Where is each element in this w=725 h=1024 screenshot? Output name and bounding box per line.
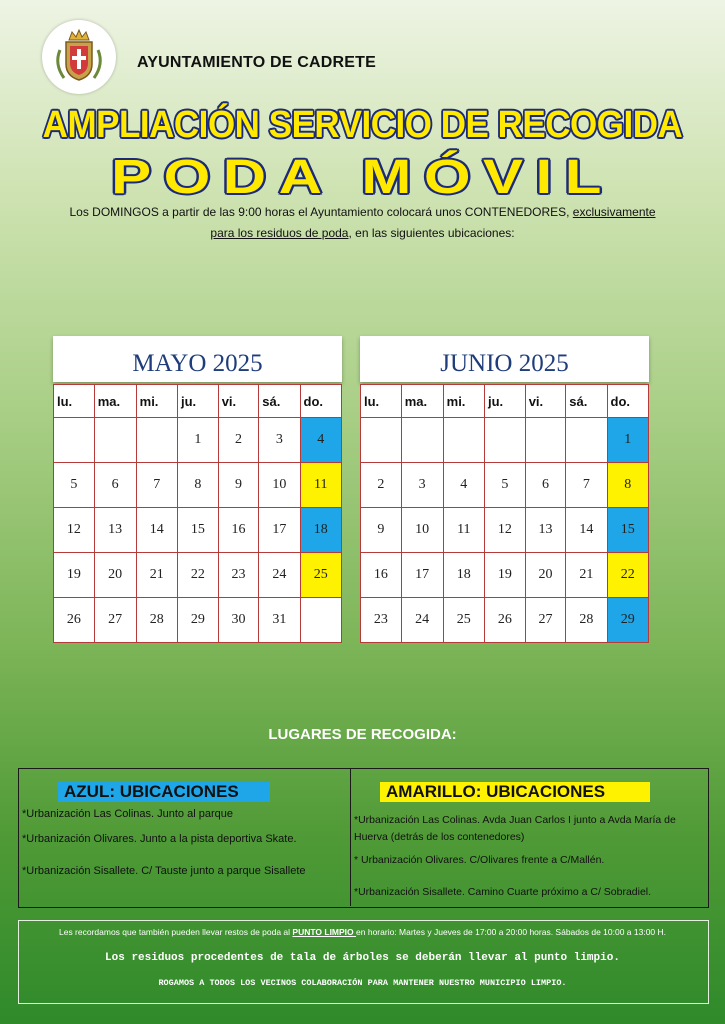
calendar-day-cell: 5 [484, 463, 525, 508]
calendar-june [360, 336, 649, 643]
calendar-day-cell [566, 418, 607, 463]
calendar-sunday-cell: 29 [607, 598, 649, 643]
calendar-day-cell [401, 418, 443, 463]
calendar-day-cell: 12 [54, 508, 95, 553]
calendar-day-cell [443, 418, 484, 463]
calendar-week-row [361, 463, 649, 508]
calendar-day-cell: 10 [401, 508, 443, 553]
calendar-sunday-cell [300, 598, 342, 643]
calendar-week-row [54, 598, 342, 643]
weekday-label: do. [300, 385, 342, 418]
locations-heading: LUGARES DE RECOGIDA: [268, 726, 457, 743]
weekday-label: do. [607, 385, 649, 418]
calendar-day-cell: 3 [401, 463, 443, 508]
calendar-day-cell [525, 418, 566, 463]
calendar-sunday-cell: 11 [300, 463, 342, 508]
calendar-week-row [54, 418, 342, 463]
blue-location-item: *Urbanización Las Colinas. Junto al parque [22, 808, 233, 820]
calendar-day-cell [361, 418, 402, 463]
calendar-sunday-cell: 15 [607, 508, 649, 553]
calendar-title: JUNIO 2025 [360, 336, 649, 382]
weekday-label: sá. [259, 385, 300, 418]
blue-locations-title: AZUL: UBICACIONES [58, 782, 270, 802]
calendar-day-cell: 14 [136, 508, 177, 553]
weekday-label: ju. [484, 385, 525, 418]
calendar-sunday-cell: 1 [607, 418, 649, 463]
calendar-day-cell: 21 [136, 553, 177, 598]
locations-divider [350, 768, 351, 906]
calendar-week-row [54, 508, 342, 553]
calendar-day-cell: 25 [443, 598, 484, 643]
calendar-day-cell: 30 [218, 598, 259, 643]
calendar-day-cell: 29 [177, 598, 218, 643]
calendar-day-cell: 24 [259, 553, 300, 598]
crest-icon [42, 20, 116, 94]
calendar-grid [53, 384, 342, 643]
calendar-day-cell: 19 [54, 553, 95, 598]
weekday-label: vi. [525, 385, 566, 418]
calendar-day-cell: 17 [259, 508, 300, 553]
calendar-day-cell: 10 [259, 463, 300, 508]
punto-limpio-label: PUNTO LIMPIO [292, 927, 357, 937]
calendar-day-cell: 16 [361, 553, 402, 598]
calendar-day-cell: 2 [361, 463, 402, 508]
calendar-grid [360, 384, 649, 643]
calendar-day-cell: 1 [177, 418, 218, 463]
calendar-day-cell [136, 418, 177, 463]
calendar-week-row [361, 553, 649, 598]
calendar-day-cell: 3 [259, 418, 300, 463]
calendar-day-cell: 20 [94, 553, 136, 598]
calendar-sunday-cell: 22 [607, 553, 649, 598]
calendar-day-cell: 12 [484, 508, 525, 553]
yellow-location-item: *Urbanización Sisallete. Camino Cuarte próximo a C/ Sobradiel. [354, 886, 652, 898]
calendar-day-cell: 2 [218, 418, 259, 463]
calendar-day-cell: 20 [525, 553, 566, 598]
footer-line-2: Los residuos procedentes de tala de árboles se deberán llevar al punto limpio. [105, 952, 620, 964]
calendar-sunday-cell: 25 [300, 553, 342, 598]
calendar-title: MAYO 2025 [53, 336, 342, 382]
calendar-day-cell [484, 418, 525, 463]
intro-text-b: , en las siguientes ubicaciones: [348, 226, 515, 240]
coat-of-arms-logo [42, 20, 116, 94]
council-name: AYUNTAMIENTO DE CADRETE [137, 54, 376, 71]
calendar-day-cell: 24 [401, 598, 443, 643]
main-title: AMPLIACIÓN SERVICIO DE RECOGIDA [42, 104, 683, 146]
calendar-week-row [361, 418, 649, 463]
weekday-label: ma. [94, 385, 136, 418]
calendar-day-cell: 9 [218, 463, 259, 508]
calendar-day-cell: 22 [177, 553, 218, 598]
subtitle-poda-movil: PODA MÓVIL [111, 151, 614, 204]
weekday-label: sá. [566, 385, 607, 418]
calendar-day-cell: 4 [443, 463, 484, 508]
yellow-location-item: * Urbanización Olivares. C/Olivares frente a C/Mallén. [354, 854, 605, 866]
calendar-day-cell: 31 [259, 598, 300, 643]
weekday-label: ju. [177, 385, 218, 418]
intro-text-a: Los DOMINGOS a partir de las 9:00 horas el Ayuntamiento colocará unos CONTENEDORES, [69, 205, 573, 219]
weekday-label: vi. [218, 385, 259, 418]
calendar-sunday-cell: 18 [300, 508, 342, 553]
yellow-locations-title: AMARILLO: UBICACIONES [380, 782, 650, 802]
calendar-day-cell: 23 [361, 598, 402, 643]
weekday-header-row [361, 385, 649, 418]
calendar-day-cell: 18 [443, 553, 484, 598]
footer-line-3: ROGAMOS A TODOS LOS VECINOS COLABORACIÓN PARA MANTENER NUESTRO MUNICIPIO LIMPIO. [158, 978, 567, 988]
calendar-sunday-cell: 8 [607, 463, 649, 508]
calendar-day-cell: 9 [361, 508, 402, 553]
weekday-label: lu. [54, 385, 95, 418]
calendar-day-cell: 26 [54, 598, 95, 643]
weekday-label: mi. [136, 385, 177, 418]
calendar-week-row [54, 553, 342, 598]
weekday-label: mi. [443, 385, 484, 418]
calendar-week-row [361, 508, 649, 553]
yellow-location-item: *Urbanización Las Colinas. Avda Juan Carlos I junto a Avda María de Huerva (detrás de los contenedores) [354, 814, 676, 843]
calendar-day-cell: 7 [136, 463, 177, 508]
weekday-label: lu. [361, 385, 402, 418]
calendar-day-cell: 7 [566, 463, 607, 508]
calendar-day-cell: 14 [566, 508, 607, 553]
intro-line-2 [0, 226, 725, 240]
calendar-day-cell: 5 [54, 463, 95, 508]
calendar-day-cell: 27 [525, 598, 566, 643]
calendar-day-cell: 11 [443, 508, 484, 553]
calendar-day-cell: 21 [566, 553, 607, 598]
calendar-day-cell: 28 [136, 598, 177, 643]
calendar-day-cell [54, 418, 95, 463]
blue-location-item: *Urbanización Sisallete. C/ Tauste junto a parque Sisallete [22, 865, 306, 877]
calendar-week-row [361, 598, 649, 643]
intro-underlined-exclusive: exclusivamente [572, 205, 656, 219]
calendar-day-cell: 8 [177, 463, 218, 508]
calendar-week-row [54, 463, 342, 508]
calendar-day-cell: 13 [94, 508, 136, 553]
intro-underlined-poda: para los residuos de poda [210, 226, 349, 240]
weekday-header-row [54, 385, 342, 418]
calendar-sunday-cell: 4 [300, 418, 342, 463]
calendar-day-cell: 17 [401, 553, 443, 598]
calendar-day-cell: 13 [525, 508, 566, 553]
calendar-day-cell: 6 [94, 463, 136, 508]
calendar-day-cell: 23 [218, 553, 259, 598]
calendar-day-cell: 26 [484, 598, 525, 643]
weekday-label: ma. [401, 385, 443, 418]
intro-line-1 [0, 205, 725, 219]
calendar-day-cell: 28 [566, 598, 607, 643]
footer-text-a: Les recordamos que también pueden llevar restos de poda al [58, 927, 293, 937]
footer-text-b: en horario: Martes y Jueves de 17:00 a 20:00 horas. Sábados de 10:00 a 13:00 H. [356, 927, 667, 937]
calendar-day-cell [94, 418, 136, 463]
calendar-day-cell: 27 [94, 598, 136, 643]
calendar-day-cell: 15 [177, 508, 218, 553]
blue-location-item: *Urbanización Olivares. Junto a la pista deportiva Skate. [22, 833, 297, 845]
calendar-day-cell: 16 [218, 508, 259, 553]
calendar-may [53, 336, 342, 643]
footer-line-1 [20, 927, 705, 937]
calendar-day-cell: 6 [525, 463, 566, 508]
calendar-day-cell: 19 [484, 553, 525, 598]
